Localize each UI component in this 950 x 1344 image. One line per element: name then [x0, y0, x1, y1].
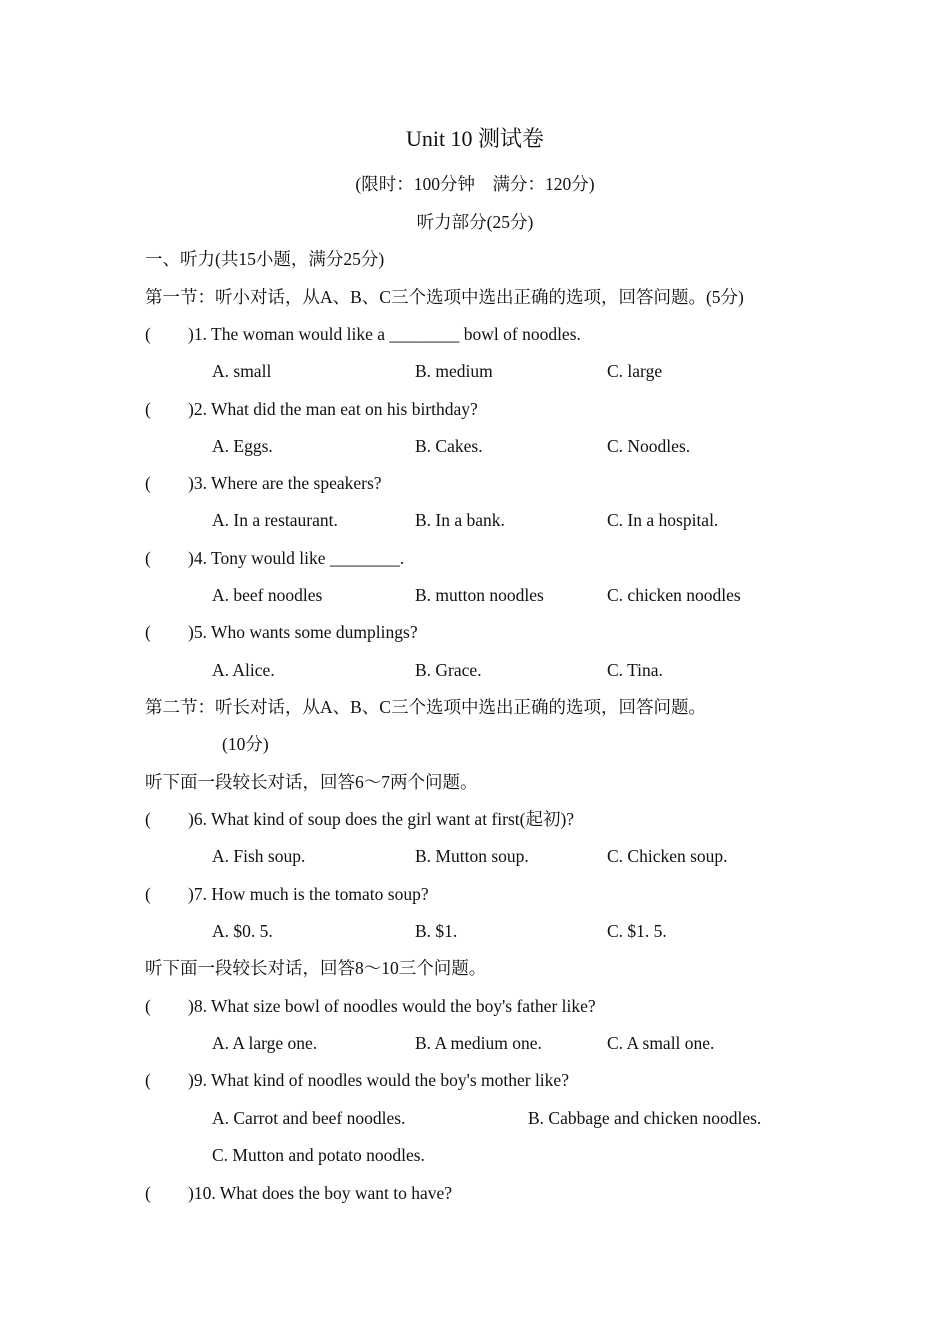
option-a: A. Alice.: [212, 660, 275, 680]
section2-instruction-1: 听下面一段较长对话，回答6～7两个问题。: [145, 772, 478, 792]
answer-blank[interactable]: (: [145, 996, 151, 1016]
question-text: )10. What does the boy want to have?: [188, 1183, 453, 1203]
option-b: B. A medium one.: [415, 1033, 542, 1053]
option-a: A. small: [212, 361, 272, 381]
option-b: B. Cakes.: [415, 436, 483, 456]
option-b: B. mutton noodles: [415, 585, 544, 605]
part-heading: 听力部分(25分): [416, 212, 534, 232]
question-1: [145, 322, 581, 346]
option-a: A. In a restaurant.: [212, 510, 338, 530]
option-c: C. Noodles.: [607, 436, 691, 456]
section1-heading: 第一节：听小对话，从A、B、C三个选项中选出正确的选项，回答问题。(5分): [145, 287, 744, 307]
question-text: )5. Who wants some dumplings?: [188, 622, 418, 642]
answer-blank[interactable]: (: [145, 399, 151, 419]
question-2: [145, 397, 478, 421]
question-4: [145, 546, 404, 570]
question-7: [145, 882, 429, 906]
option-c: C. chicken noodles: [607, 585, 741, 605]
option-a: A. Fish soup.: [212, 846, 306, 866]
option-c: C. large: [607, 361, 663, 381]
option-c: C. In a hospital.: [607, 510, 719, 530]
answer-blank[interactable]: (: [145, 548, 151, 568]
option-a: A. $0. 5.: [212, 921, 273, 941]
answer-blank[interactable]: (: [145, 622, 151, 642]
question-text: )4. Tony would like ________.: [188, 548, 405, 568]
section2-points: (10分): [222, 734, 269, 754]
answer-blank[interactable]: (: [145, 1070, 151, 1090]
answer-blank[interactable]: (: [145, 809, 151, 829]
section2-heading: 第二节：听长对话，从A、B、C三个选项中选出正确的选项，回答问题。: [145, 697, 706, 717]
question-8: [145, 994, 596, 1018]
section-main-heading: 一、听力(共15小题，满分25分): [145, 249, 385, 269]
option-b: B. Cabbage and chicken noodles.: [528, 1108, 762, 1128]
answer-blank[interactable]: (: [145, 884, 151, 904]
option-c: C. $1. 5.: [607, 921, 667, 941]
question-5: [145, 620, 418, 644]
option-a: A. Carrot and beef noodles.: [212, 1108, 406, 1128]
section2-instruction-2: 听下面一段较长对话，回答8～10三个问题。: [145, 958, 487, 978]
answer-blank[interactable]: (: [145, 473, 151, 493]
question-text: )7. How much is the tomato soup?: [188, 884, 429, 904]
question-text: )9. What kind of noodles would the boy's mother like?: [188, 1070, 569, 1090]
question-9: [145, 1068, 569, 1092]
option-b: B. medium: [415, 361, 493, 381]
option-a: A. beef noodles: [212, 585, 323, 605]
answer-blank[interactable]: (: [145, 1183, 151, 1203]
exam-meta: (限时：100分钟 满分：120分): [355, 174, 595, 194]
option-a: A. Eggs.: [212, 436, 273, 456]
question-10: [145, 1181, 452, 1205]
question-6: [145, 807, 574, 831]
option-c: C. Mutton and potato noodles.: [212, 1145, 425, 1165]
option-c: C. Tina.: [607, 660, 663, 680]
option-b: B. Grace.: [415, 660, 482, 680]
question-text: )6. What kind of soup does the girl want at first(起初)?: [188, 809, 575, 829]
option-b: B. Mutton soup.: [415, 846, 529, 866]
answer-blank[interactable]: (: [145, 324, 151, 344]
question-text: )8. What size bowl of noodles would the boy's father like?: [188, 996, 596, 1016]
option-b: B. In a bank.: [415, 510, 505, 530]
question-3: [145, 471, 382, 495]
option-a: A. A large one.: [212, 1033, 318, 1053]
option-c: C. Chicken soup.: [607, 846, 728, 866]
option-b: B. $1.: [415, 921, 458, 941]
page-title: Unit 10 测试卷: [405, 126, 545, 151]
question-text: )1. The woman would like a ________ bowl of noodles.: [188, 324, 581, 344]
question-text: )2. What did the man eat on his birthday?: [188, 399, 478, 419]
question-text: )3. Where are the speakers?: [188, 473, 382, 493]
option-c: C. A small one.: [607, 1033, 715, 1053]
